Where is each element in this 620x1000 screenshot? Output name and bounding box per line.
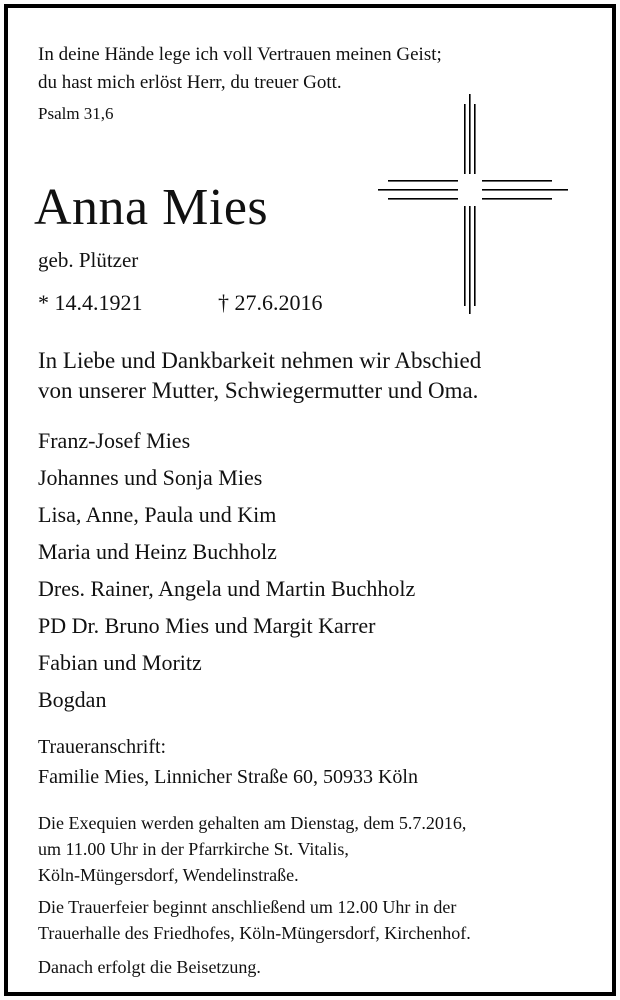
mourner-name: Maria und Heinz Buchholz [38, 539, 277, 564]
trauerfeier-line-1: Die Trauerfeier beginnt anschließend um 12.00 Uhr in der [38, 897, 457, 917]
deceased-name: Anna Mies [34, 179, 269, 236]
birth-date: * 14.4.1921 [38, 290, 143, 315]
farewell-line-2: von unserer Mutter, Schwiegermutter und Oma. [38, 378, 479, 403]
obituary-card [4, 4, 616, 996]
exequien-line-3: Köln-Müngersdorf, Wendelinstraße. [38, 865, 299, 885]
verse-line-1: In deine Hände lege ich voll Vertrauen meinen Geist; [38, 44, 442, 65]
mourner-name: Franz-Josef Mies [38, 428, 191, 453]
address-value: Familie Mies, Linnicher Straße 60, 50933 Köln [38, 766, 418, 788]
farewell-line-1: In Liebe und Dankbarkeit nehmen wir Abschied [38, 348, 482, 373]
mourner-name: Johannes und Sonja Mies [38, 465, 263, 490]
death-date: † 27.6.2016 [218, 290, 323, 315]
exequien-line-2: um 11.00 Uhr in der Pfarrkirche St. Vitalis, [38, 839, 349, 859]
exequien-line-1: Die Exequien werden gehalten am Dienstag, dem 5.7.2016, [38, 813, 467, 833]
mourner-name: Dres. Rainer, Angela und Martin Buchholz [38, 576, 416, 601]
address-label: Traueranschrift: [38, 736, 167, 758]
trauerfeier-line-2: Trauerhalle des Friedhofes, Köln-Müngersdorf, Kirchenhof. [38, 923, 471, 943]
verse-line-2: du hast mich erlöst Herr, du treuer Gott. [38, 72, 342, 93]
mourner-name: Lisa, Anne, Paula und Kim [38, 502, 277, 527]
cross-icon [378, 94, 568, 314]
mourner-name: Bogdan [38, 687, 107, 712]
birth-name: geb. Plützer [38, 248, 139, 272]
mourner-name: Fabian und Moritz [38, 650, 202, 675]
burial-note: Danach erfolgt die Beisetzung. [38, 957, 261, 977]
mourner-name: PD Dr. Bruno Mies und Margit Karrer [38, 613, 376, 638]
verse-source: Psalm 31,6 [38, 104, 114, 123]
